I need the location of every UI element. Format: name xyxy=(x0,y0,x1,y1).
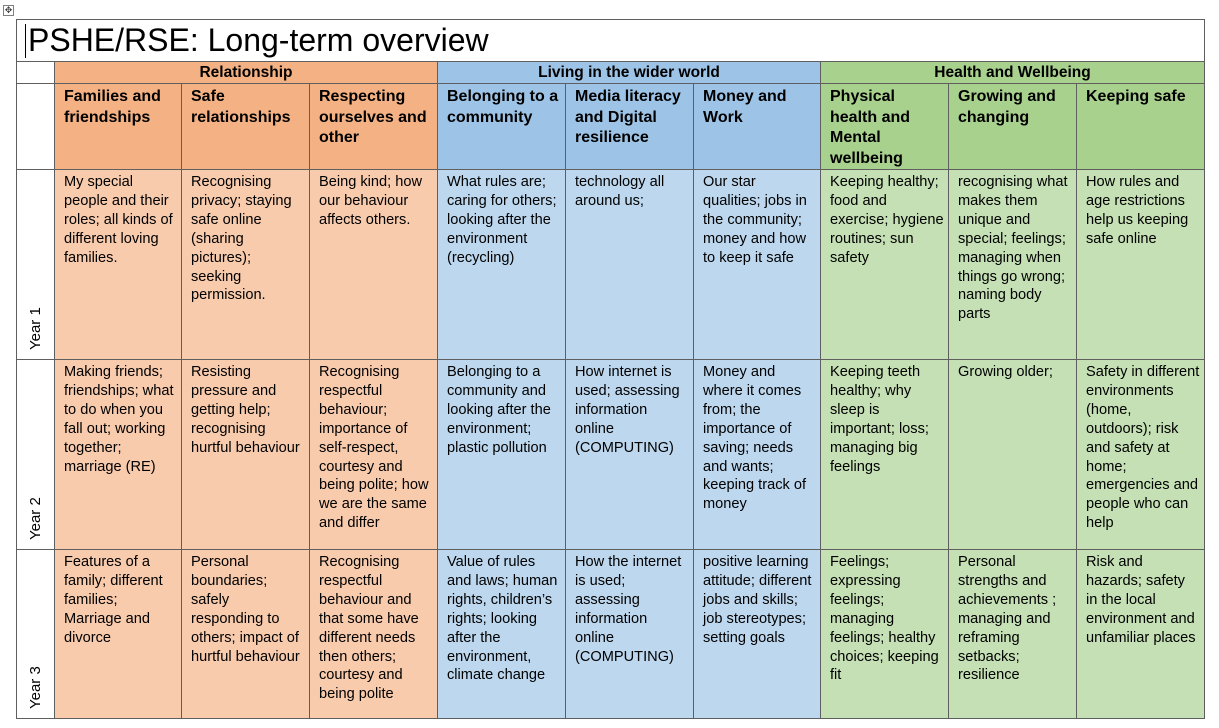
topic-growing-and-changing: Growing and changing xyxy=(949,84,1077,170)
table-cell: recognising what makes them unique and special; feelings; managing when things go wrong; naming body parts xyxy=(949,170,1077,360)
topic-media-literacy: Media literacy and Digital resilience xyxy=(566,84,694,170)
table-cell: Keeping teeth healthy; why sleep is important; loss; managing big feelings xyxy=(821,360,949,550)
topic-money-and-work: Money and Work xyxy=(694,84,821,170)
topic-safe-relationships: Safe relationships xyxy=(182,84,310,170)
table-cell: What rules are; caring for others; looking after the environment (recycling) xyxy=(438,170,566,360)
year-label-cell xyxy=(17,360,55,550)
year-label: Year 3 xyxy=(26,666,44,709)
topic-families-and-friendships: Families and friendships xyxy=(55,84,182,170)
table-cell: Being kind; how our behaviour affects others. xyxy=(310,170,438,360)
table-cell: Features of a family; different families; Marriage and divorce xyxy=(55,550,182,719)
table-cell: Feelings; expressing feelings; managing feelings; healthy choices; keeping fit xyxy=(821,550,949,719)
table-cell: Growing older; xyxy=(949,360,1077,550)
table-cell: Risk and hazards; safety in the local environment and unfamiliar places xyxy=(1077,550,1205,719)
table-cell: Making friends; friendships; what to do when you fall out; working together; marriage (RE) xyxy=(55,360,182,550)
table-row xyxy=(17,550,1205,719)
topic-respecting-ourselves: Respecting ourselves and other xyxy=(310,84,438,170)
table-cell: Resisting pressure and getting help; recognising hurtful behaviour xyxy=(182,360,310,550)
table-cell: Recognising respectful behaviour and that some have different needs then others; courtesy and being polite xyxy=(310,550,438,719)
table-cell: Safety in different environments (home, outdoors); risk and safety at home; emergencies and people who can help xyxy=(1077,360,1205,550)
table-cell: technology all around us; xyxy=(566,170,694,360)
table-cell: My special people and their roles; all kinds of different loving families. xyxy=(55,170,182,360)
table-row xyxy=(17,360,1205,550)
year-label-cell xyxy=(17,170,55,360)
table-cell: Personal strengths and achievements ; managing and reframing setbacks; resilience xyxy=(949,550,1077,719)
table-cell: How internet is used; assessing information online (COMPUTING) xyxy=(566,360,694,550)
topic-keeping-safe: Keeping safe xyxy=(1077,84,1205,170)
overview-table xyxy=(16,19,1205,719)
table-cell: Recognising respectful behaviour; importance of self-respect, courtesy and being polite; how we are the same and differ xyxy=(310,360,438,550)
year-label: Year 1 xyxy=(26,307,44,350)
table-cell: How the internet is used; assessing information online (COMPUTING) xyxy=(566,550,694,719)
table-cell: How rules and age restrictions help us keeping safe online xyxy=(1077,170,1205,360)
theme-relationship: Relationship xyxy=(55,62,438,84)
theme-health-and-wellbeing: Health and Wellbeing xyxy=(821,62,1205,84)
text-cursor xyxy=(25,24,26,58)
topic-physical-mental-health: Physical health and Mental wellbeing xyxy=(821,84,949,170)
year-label-cell xyxy=(17,550,55,719)
topic-belonging-to-community: Belonging to a community xyxy=(438,84,566,170)
table-cell: Money and where it comes from; the importance of saving; needs and wants; keeping track of money xyxy=(694,360,821,550)
table-cell: positive learning attitude; different jobs and skills; job stereotypes; setting goals xyxy=(694,550,821,719)
table-cell: Belonging to a community and looking after the environment; plastic pollution xyxy=(438,360,566,550)
corner-cell-2 xyxy=(17,84,55,170)
page-title[interactable] xyxy=(17,20,1205,62)
page-title-text: PSHE/RSE: Long-term overview xyxy=(28,22,489,58)
table-cell: Value of rules and laws; human rights, children’s rights; looking after the environment, climate change xyxy=(438,550,566,719)
table-move-handle-icon[interactable]: ✥ xyxy=(4,5,13,15)
table-cell: Keeping healthy; food and exercise; hygiene routines; sun safety xyxy=(821,170,949,360)
table-row xyxy=(17,170,1205,360)
table-cell: Personal boundaries; safely responding to others; impact of hurtful behaviour xyxy=(182,550,310,719)
table-cell: Our star qualities; jobs in the community; money and how to keep it safe xyxy=(694,170,821,360)
table-cell: Recognising privacy; staying safe online (sharing pictures); seeking permission. xyxy=(182,170,310,360)
corner-cell xyxy=(17,62,55,84)
year-label: Year 2 xyxy=(26,497,44,540)
theme-living-in-wider-world: Living in the wider world xyxy=(438,62,821,84)
